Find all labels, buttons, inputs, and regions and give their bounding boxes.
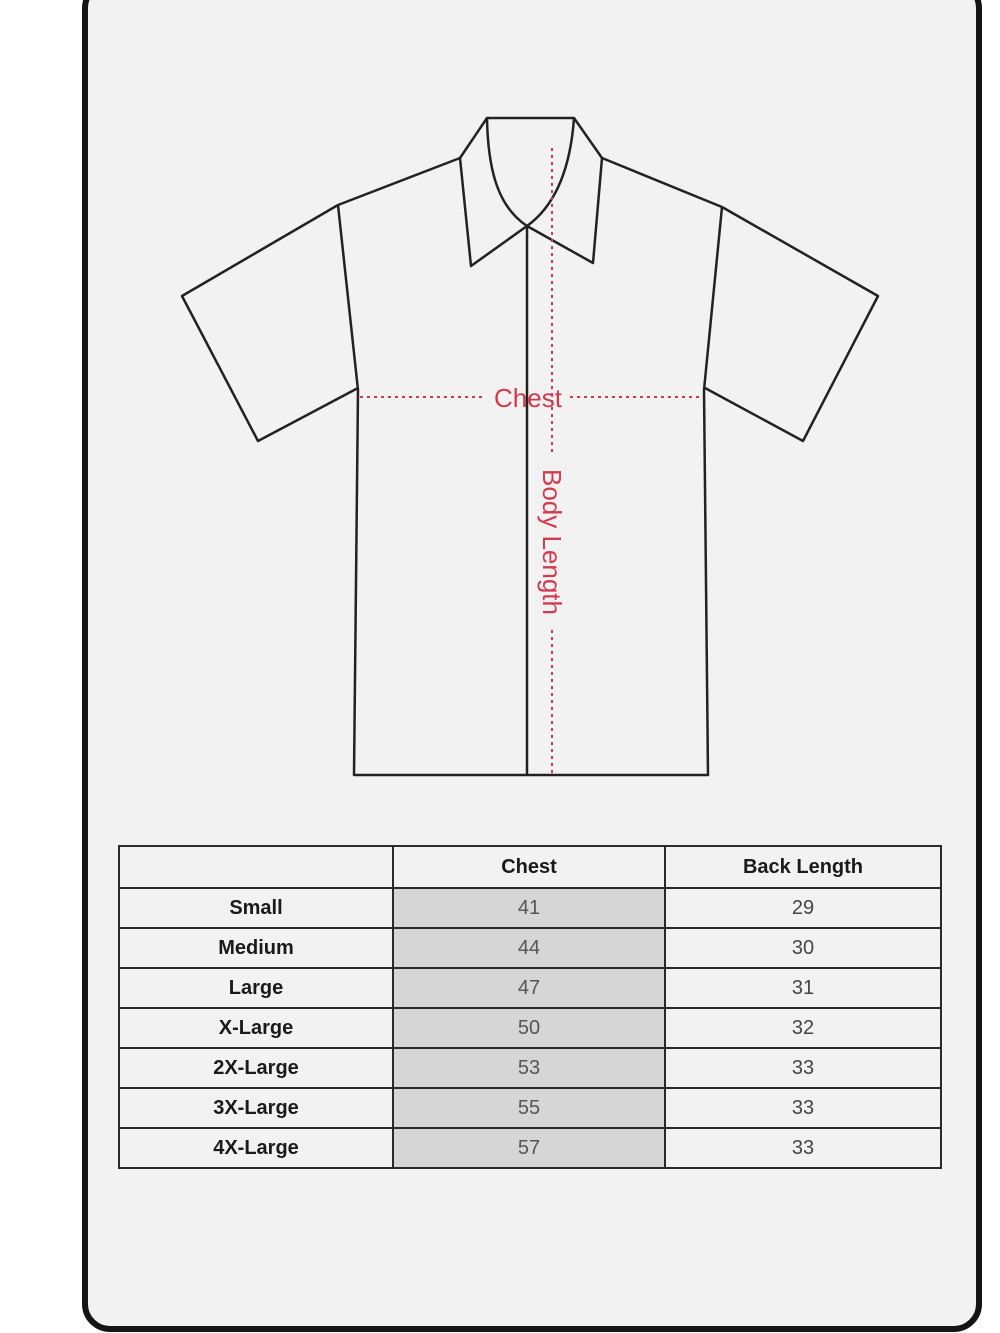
table-header-row (119, 846, 941, 888)
chest-cell: 41 (393, 888, 665, 928)
table-row (119, 1128, 941, 1168)
table-row (119, 928, 941, 968)
chest-cell: 50 (393, 1008, 665, 1048)
header-size (119, 846, 393, 888)
table-row (119, 1088, 941, 1128)
table-row (119, 888, 941, 928)
chest-cell: 44 (393, 928, 665, 968)
chest-cell: 55 (393, 1088, 665, 1128)
shirt-collar-neckline (487, 118, 574, 226)
size-cell: 4X-Large (119, 1128, 393, 1168)
size-cell: Small (119, 888, 393, 928)
chest-label: Chest (494, 383, 562, 413)
back-length-cell: 33 (665, 1128, 941, 1168)
header-chest: Chest (393, 846, 665, 888)
back-length-cell: 29 (665, 888, 941, 928)
back-length-cell: 32 (665, 1008, 941, 1048)
shirt-right-sleeve (705, 207, 878, 441)
back-length-cell: 33 (665, 1048, 941, 1088)
size-cell: 3X-Large (119, 1088, 393, 1128)
body-length-label: Body Length (537, 468, 567, 616)
back-length-cell: 31 (665, 968, 941, 1008)
size-cell: X-Large (119, 1008, 393, 1048)
size-cell: Large (119, 968, 393, 1008)
shirt-body-outline (338, 205, 722, 775)
size-cell: 2X-Large (119, 1048, 393, 1088)
back-length-cell: 30 (665, 928, 941, 968)
chest-cell: 47 (393, 968, 665, 1008)
back-length-cell: 33 (665, 1088, 941, 1128)
table-row (119, 1048, 941, 1088)
shirt-left-sleeve (182, 205, 358, 441)
size-table (118, 845, 942, 1169)
chest-cell: 57 (393, 1128, 665, 1168)
table-row (119, 968, 941, 1008)
size-cell: Medium (119, 928, 393, 968)
chest-cell: 53 (393, 1048, 665, 1088)
shirt-right-shoulder (602, 158, 722, 207)
shirt-left-shoulder (338, 158, 460, 205)
header-back-length: Back Length (665, 846, 941, 888)
table-row (119, 1008, 941, 1048)
shirt-collar (460, 118, 602, 266)
